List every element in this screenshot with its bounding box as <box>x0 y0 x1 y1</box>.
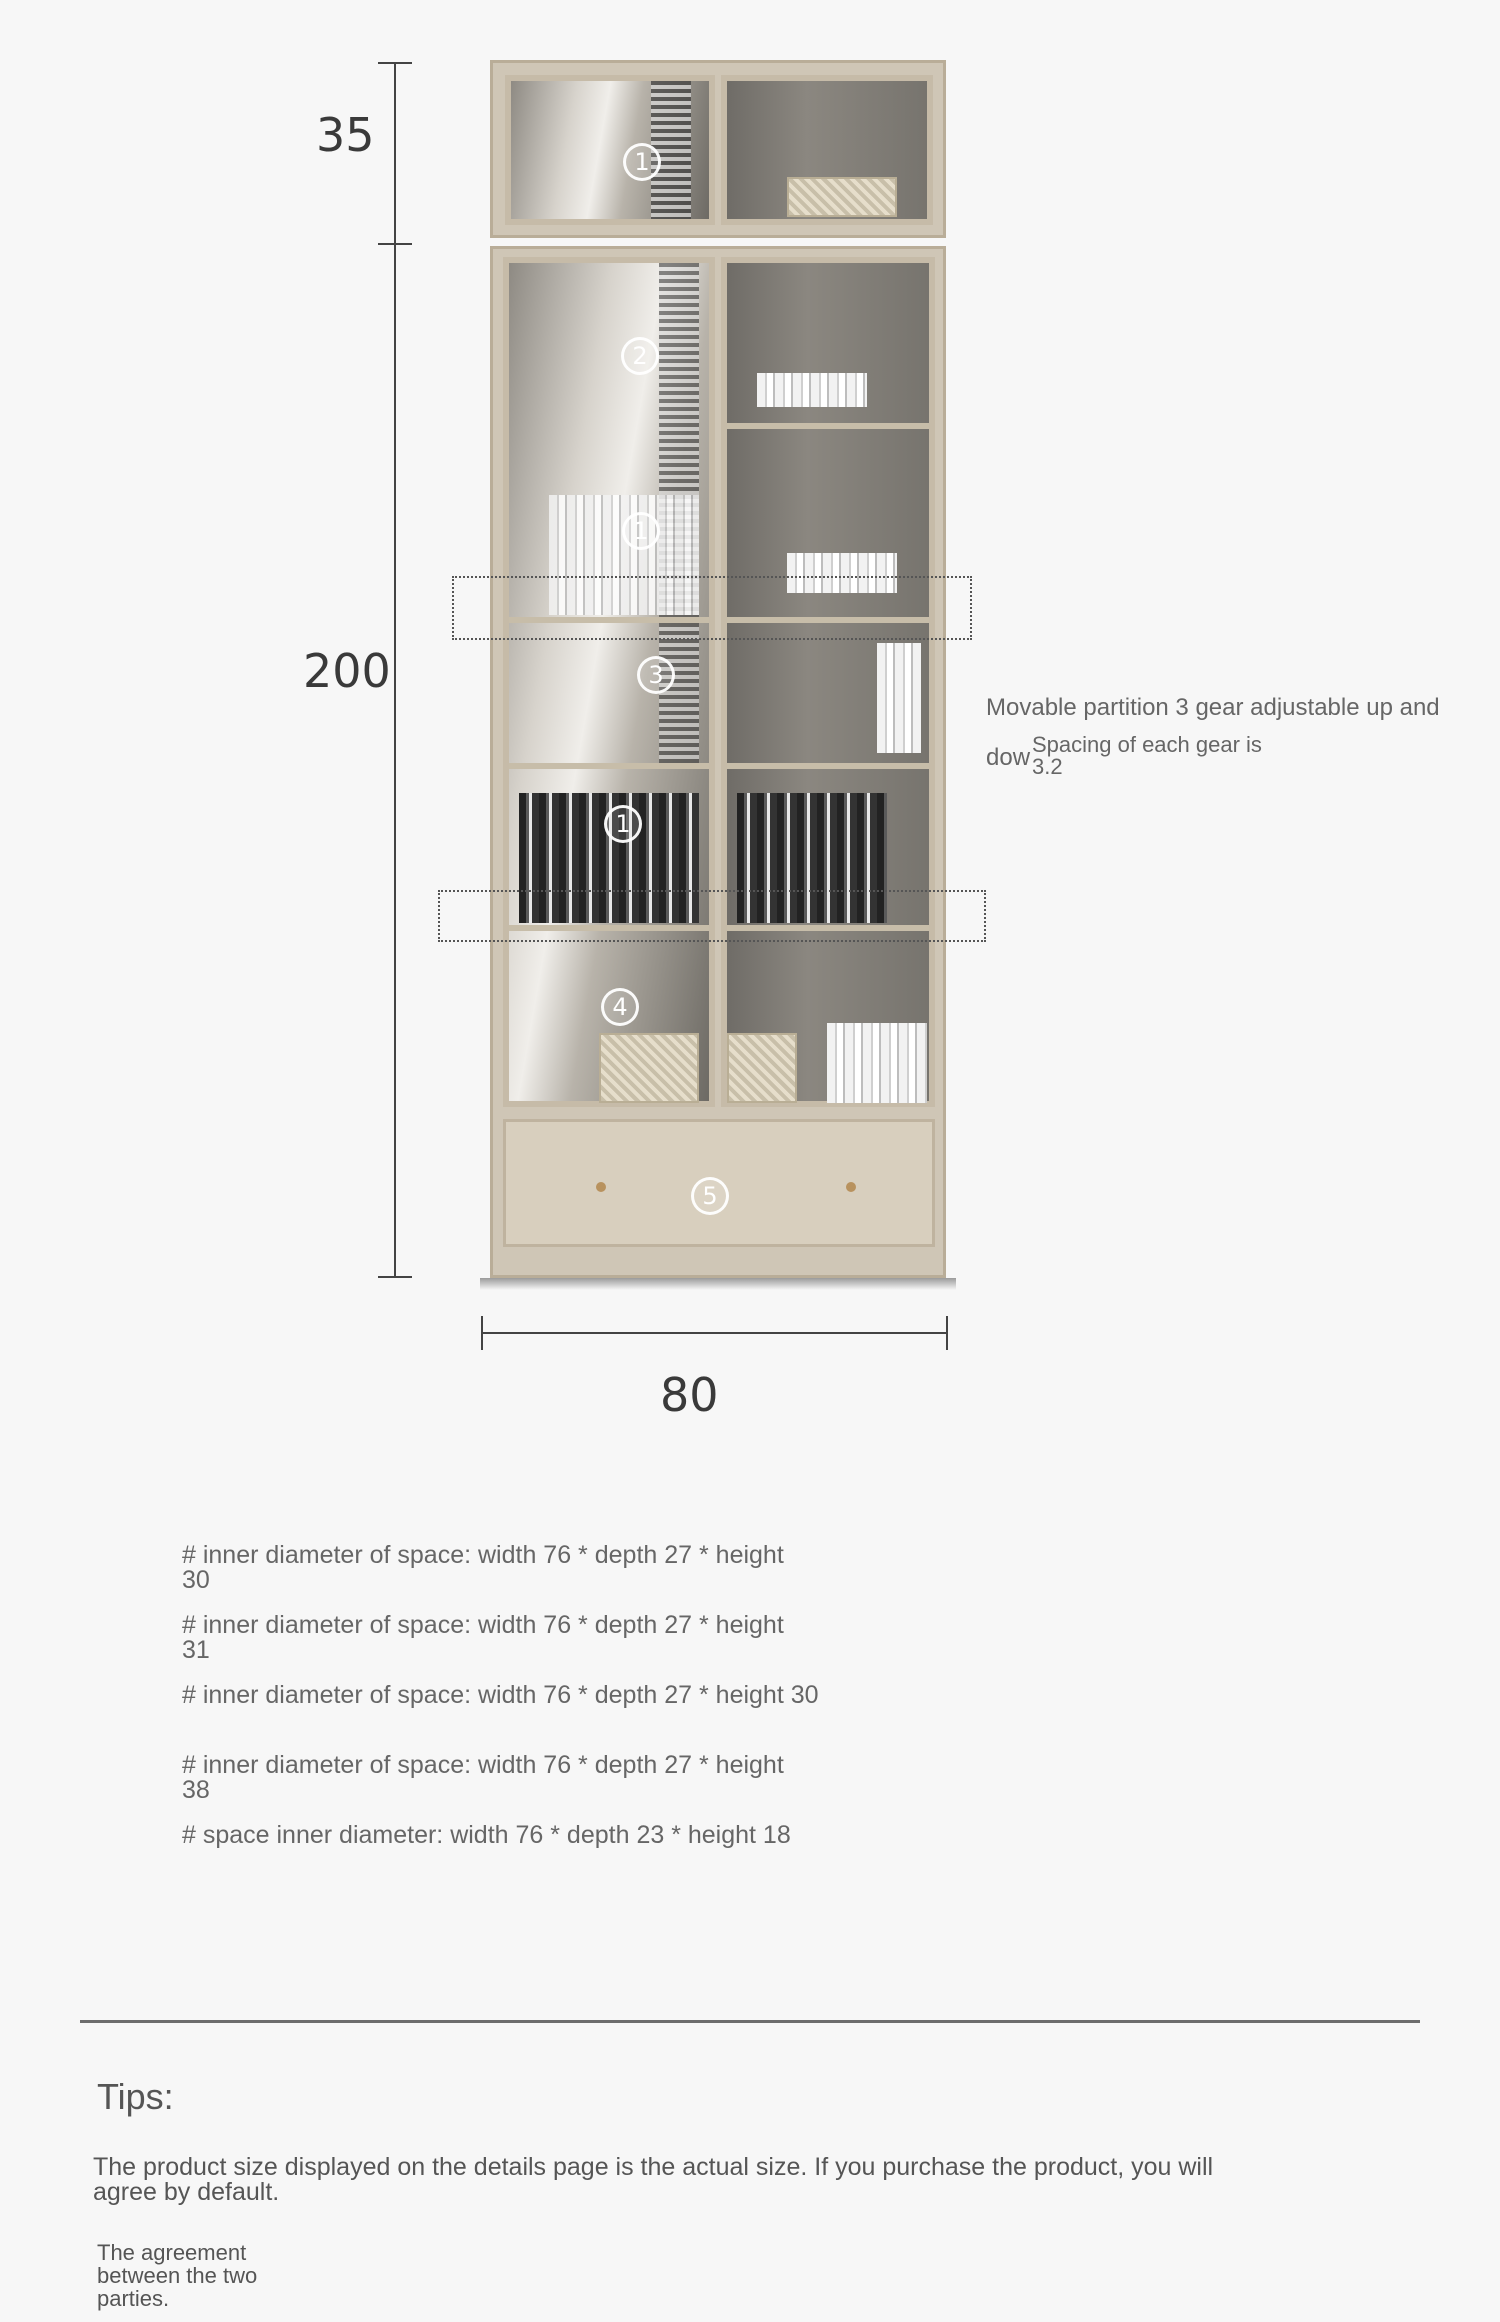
top-cabinet <box>490 60 946 238</box>
partition-note-spacing: Spacing of each gear is 3.2 <box>1032 732 1262 779</box>
partition-note-line1: Movable partition 3 gear adjustable up and <box>986 694 1440 721</box>
width-label: 80 <box>660 1368 719 1422</box>
marker-upper-space: 2 <box>621 337 659 375</box>
top-height-label: 35 <box>316 108 375 162</box>
marker-partition-a: 1 <box>622 512 660 550</box>
section-divider <box>80 2020 1420 2023</box>
tips-title: Tips: <box>97 2076 174 2117</box>
partition-note-line2: dow <box>986 744 1031 771</box>
drawer-knob-right <box>846 1182 856 1192</box>
spec-item: # inner diameter of space: width 76 * depth 27 * height 31 <box>182 1611 784 1664</box>
main-right-door <box>721 257 935 1107</box>
top-right-door <box>721 75 933 225</box>
marker-middle-space: 3 <box>637 656 675 694</box>
spec-item: # inner diameter of space: width 76 * depth 27 * height 30 <box>182 1541 784 1594</box>
cabinet-illustration <box>476 56 956 1296</box>
marker-partition-b: 1 <box>604 805 642 843</box>
spec-item: # inner diameter of space: width 76 * depth 27 * height 38 <box>182 1751 784 1804</box>
marker-drawer-space: 5 <box>691 1177 729 1215</box>
tips-body: The product size displayed on the details page is the actual size. If you purchase the product, you will agree by default. <box>93 2153 1214 2206</box>
marker-top-space: 1 <box>623 143 661 181</box>
cabinet-shadow <box>480 1278 956 1290</box>
drawer-knob-left <box>596 1182 606 1192</box>
main-cabinet <box>490 246 946 1278</box>
spec-item: # inner diameter of space: width 76 * depth 27 * height 30 <box>182 1681 819 1709</box>
main-height-label: 200 <box>303 644 391 698</box>
top-left-door <box>505 75 715 225</box>
spec-item: # space inner diameter: width 76 * depth 23 * height 18 <box>182 1821 791 1849</box>
agreement-note: The agreement between the two parties. <box>97 2240 258 2311</box>
partition-highlight-lower <box>438 890 986 942</box>
partition-highlight-upper <box>452 576 972 640</box>
marker-lower-space: 4 <box>601 988 639 1026</box>
main-left-door <box>503 257 715 1107</box>
